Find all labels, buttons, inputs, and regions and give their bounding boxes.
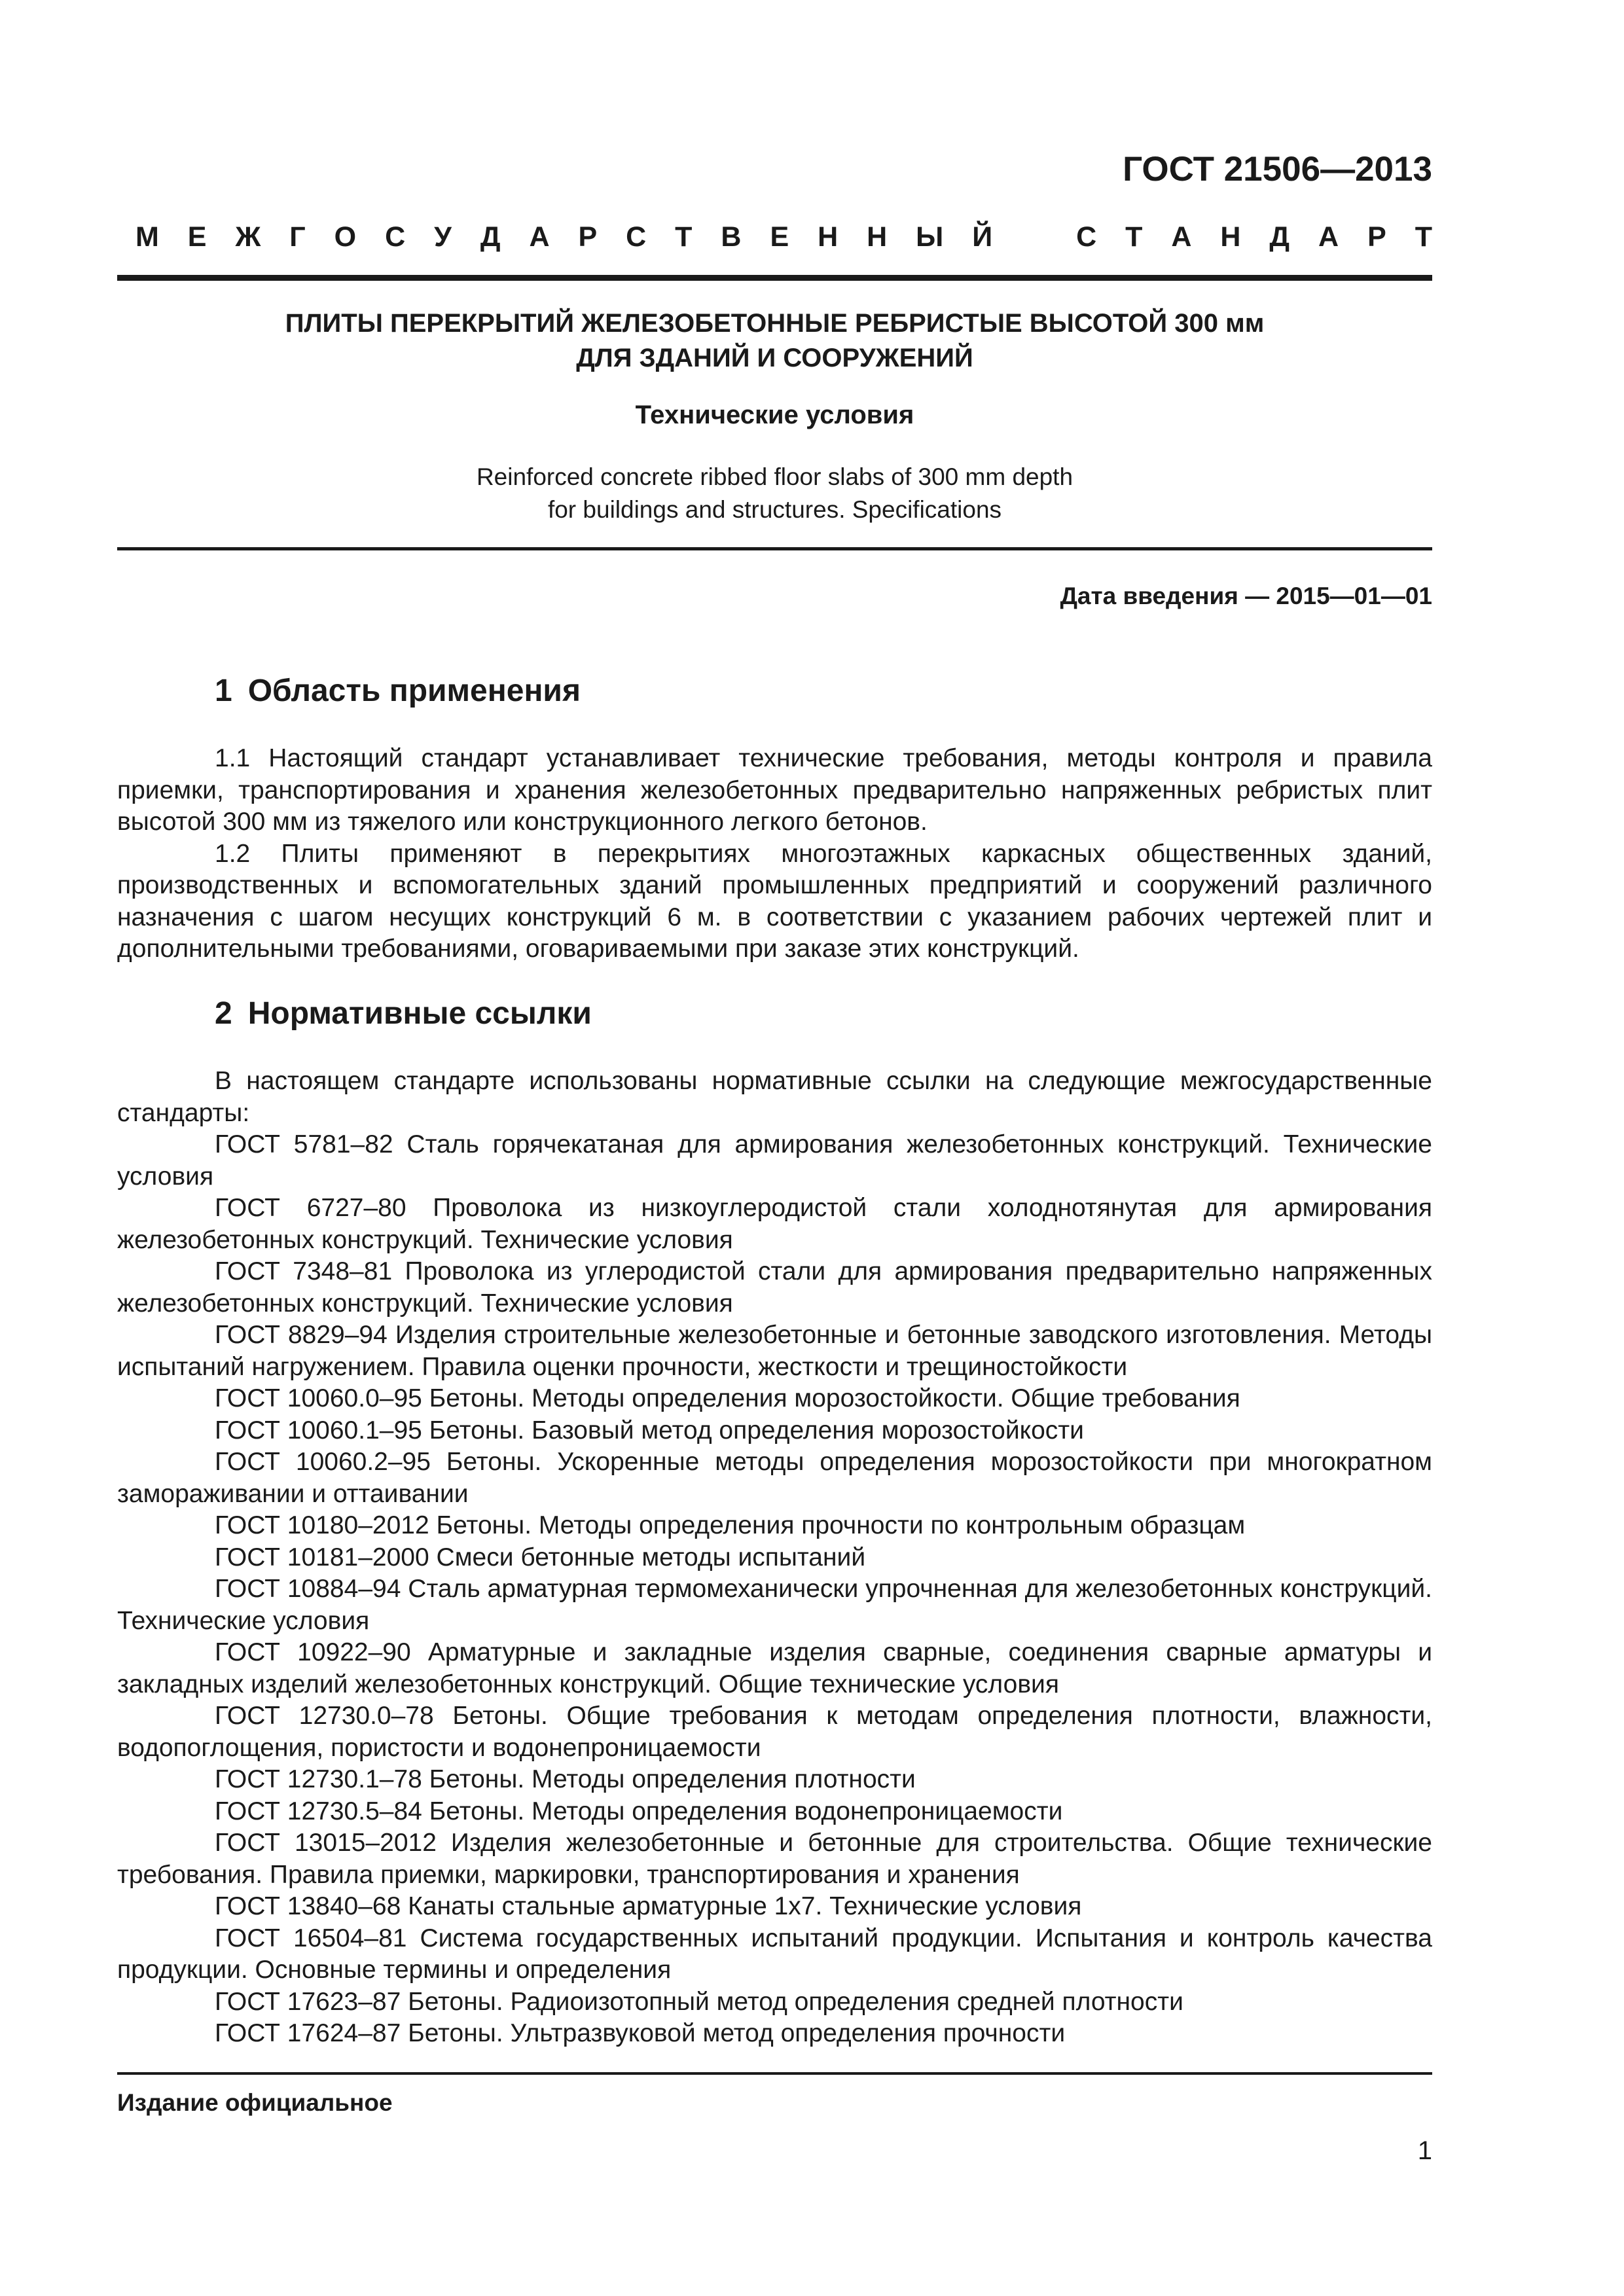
reference-item: ГОСТ 7348–81 Проволока из углеродистой стали для армирования предварительно напряженных железобетонных конструкций. Технические условия: [117, 1257, 1432, 1318]
banner-letter: Н: [818, 221, 839, 253]
banner-letter: Ы: [916, 221, 944, 253]
banner-letter: А: [1318, 221, 1339, 253]
reference-item: ГОСТ 13015–2012 Изделия железобетонные и бетонные для строительства. Общие технические требования. Правила приемки, маркировки, транспортирования и хранения: [117, 1829, 1432, 1889]
banner-letter: Р: [578, 221, 598, 253]
reference-item: ГОСТ 8829–94 Изделия строительные железобетонные и бетонные заводского изготовления. Методы испытаний нагружением. Правила оценки прочности, жесткости и трещиностойкости: [117, 1321, 1432, 1381]
banner-letter: С: [385, 221, 406, 253]
references-list: [117, 1066, 1432, 2050]
banner-letter: С: [626, 221, 647, 253]
document-number: ГОСТ 21506—2013: [1123, 150, 1432, 188]
reference-item: ГОСТ 12730.5–84 Бетоны. Методы определения водонепроницаемости: [215, 1797, 1063, 1825]
banner-letter: Т: [1415, 221, 1432, 253]
banner-letter: В: [721, 221, 742, 253]
section-heading-references: [215, 996, 592, 1031]
reference-item: ГОСТ 10180–2012 Бетоны. Методы определения прочности по контрольным образцам: [215, 1511, 1246, 1539]
header-rule: [117, 275, 1432, 281]
banner-letter: А: [1171, 221, 1192, 253]
standard-banner: [135, 221, 1432, 253]
banner-letter: Д: [480, 221, 501, 253]
reference-item: ГОСТ 10060.1–95 Бетоны. Базовый метод определения морозостойкости: [215, 1416, 1084, 1444]
reference-item: ГОСТ 5781–82 Сталь горячекатаная для армирования железобетонных конструкций. Технические условия: [117, 1130, 1432, 1191]
banner-letter: Д: [1269, 221, 1290, 253]
section-number: 1: [215, 673, 232, 708]
banner-letter: У: [434, 221, 452, 253]
paragraph: 1.1 Настоящий стандарт устанавливает технические требования, методы контроля и правила приемки, транспортирования и хранения железобетонных предварительно напряженных ребристых плит высотой 300 мм из тяжелого или конструкционного легкого бетонов.: [117, 744, 1432, 836]
banner-letter: Й: [972, 221, 993, 253]
banner-letter: Ж: [235, 221, 261, 253]
title-line-1: ПЛИТЫ ПЕРЕКРЫТИЙ ЖЕЛЕЗОБЕТОННЫЕ РЕБРИСТЫЕ ВЫСОТОЙ 300 мм: [285, 309, 1265, 338]
banner-letter: Т: [1125, 221, 1143, 253]
reference-item: ГОСТ 16504–81 Система государственных испытаний продукции. Испытания и контроль качества продукции. Основные термины и определения: [117, 1924, 1432, 1984]
banner-letter: С: [1076, 221, 1097, 253]
banner-gap: [1021, 221, 1047, 253]
reference-item: ГОСТ 10884–94 Сталь арматурная термомеханически упрочненная для железобетонных конструкций. Технические условия: [117, 1575, 1432, 1635]
reference-item: ГОСТ 17623–87 Бетоны. Радиоизотопный метод определения средней плотности: [215, 1987, 1183, 2016]
banner-letter: Р: [1367, 221, 1386, 253]
banner-letter: Г: [289, 221, 306, 253]
reference-item: ГОСТ 12730.0–78 Бетоны. Общие требования к методам определения плотности, влажности, водопоглощения, пористости и водонепроницаемости: [117, 1702, 1432, 1762]
banner-letter: Е: [770, 221, 789, 253]
reference-item: ГОСТ 17624–87 Бетоны. Ультразвуковой метод определения прочности: [215, 2019, 1066, 2047]
section-body-scope: [117, 743, 1432, 965]
reference-item: ГОСТ 12730.1–78 Бетоны. Методы определения плотности: [215, 1765, 916, 1793]
banner-letter: А: [529, 221, 550, 253]
reference-item: ГОСТ 10060.0–95 Бетоны. Методы определения морозостойкости. Общие требования: [215, 1384, 1240, 1412]
document-title-ru: [117, 306, 1432, 376]
reference-item: ГОСТ 13840–68 Канаты стальные арматурные 1х7. Технические условия: [215, 1892, 1082, 1920]
reference-item: ГОСТ 10060.2–95 Бетоны. Ускоренные методы определения морозостойкости при многократном замораживании и оттаивании: [117, 1448, 1432, 1508]
banner-letter: Е: [187, 221, 207, 253]
banner-letter: Н: [867, 221, 888, 253]
banner-letter: Н: [1220, 221, 1241, 253]
section-title: Область применения: [247, 673, 581, 708]
reference-item: ГОСТ 10922–90 Арматурные и закладные изделия сварные, соединения сварные арматуры и закладных изделий железобетонных конструкций. Общие технические условия: [117, 1638, 1432, 1698]
title-rule: [117, 547, 1432, 550]
section-title: Нормативные ссылки: [247, 996, 592, 1031]
reference-item: ГОСТ 10181–2000 Смеси бетонные методы испытаний: [215, 1543, 866, 1571]
banner-letter: Т: [675, 221, 693, 253]
paragraph: 1.2 Плиты применяют в перекрытиях многоэтажных каркасных общественных зданий, производственных и вспомогательных зданий промышленных предприятий и сооружений различного назначения с шагом несущих конструкций 6 м. в соответствии с указанием рабочих чертежей плит и дополнительными требованиями, оговариваемыми при заказе этих конструкций.: [117, 839, 1432, 963]
reference-item: ГОСТ 6727–80 Проволока из низкоуглеродистой стали холоднотянутая для армирования железобетонных конструкций. Технические условия: [117, 1194, 1432, 1254]
banner-letter: М: [135, 221, 159, 253]
document-title-en: [117, 461, 1432, 526]
footer-rule: [117, 2072, 1432, 2075]
section-heading-scope: [215, 673, 581, 709]
banner-letter: О: [334, 221, 357, 253]
title-en-line-1: Reinforced concrete ribbed floor slabs of 300 mm depth: [476, 463, 1074, 490]
introduction-date: Дата введения — 2015—01—01: [1060, 583, 1432, 609]
section-number: 2: [215, 996, 232, 1031]
title-en-line-2: for buildings and structures. Specifications: [547, 496, 1002, 523]
title-line-2: ДЛЯ ЗДАНИЙ И СООРУЖЕНИЙ: [576, 344, 973, 372]
references-intro: В настоящем стандарте использованы нормативные ссылки на следующие межгосударственные стандарты:: [117, 1067, 1432, 1127]
document-subtitle: Технические условия: [635, 401, 914, 429]
page-number: 1: [1417, 2136, 1432, 2165]
edition-label: Издание официальное: [117, 2089, 393, 2116]
